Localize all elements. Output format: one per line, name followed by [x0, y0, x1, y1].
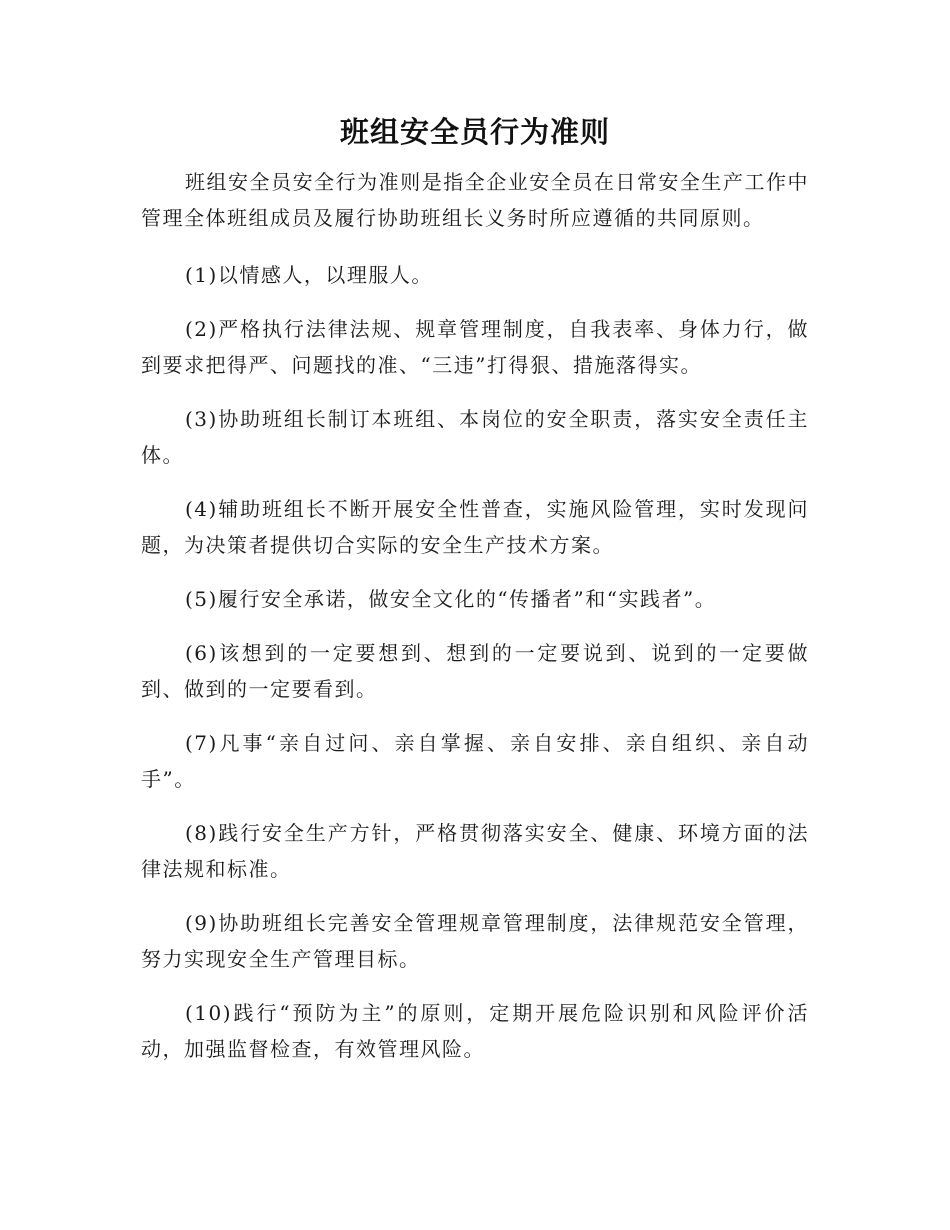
- rule-paragraph-3: (3)协助班组长制订本班组、本岗位的安全职责，落实安全责任主体。: [141, 407, 809, 467]
- rule-paragraph-7: (7)凡事“亲自过问、亲自掌握、亲自安排、亲自组织、亲自动手”。: [141, 731, 809, 791]
- rule-paragraph-9: (9)协助班组长完善安全管理规章管理制度，法律规范安全管理，努力实现安全生产管理目标。: [141, 911, 809, 971]
- rule-paragraph-5: (5)履行安全承诺，做安全文化的“传播者”和“实践者”。: [185, 587, 717, 611]
- document-title: 班组安全员行为准则: [339, 115, 610, 149]
- rule-paragraph-8: (8)践行安全生产方针，严格贯彻落实安全、健康、环境方面的法律法规和标准。: [141, 821, 809, 881]
- rule-paragraph-6: (6)该想到的一定要想到、想到的一定要说到、说到的一定要做到、做到的一定要看到。: [141, 641, 809, 701]
- rule-paragraph-10: (10)践行“预防为主”的原则，定期开展危险识别和风险评价活动，加强监督检查，有效管理风险。: [141, 1001, 809, 1061]
- rule-paragraph-2: (2)严格执行法律法规、规章管理制度，自我表率、身体力行，做到要求把得严、问题找的准、“三违”打得狠、措施落得实。: [141, 317, 809, 377]
- intro-paragraph: 班组安全员安全行为准则是指全企业安全员在日常安全生产工作中管理全体班组成员及履行协助班组长义务时所应遵循的共同原则。: [141, 170, 809, 230]
- document-body: [141, 164, 809, 1085]
- rule-paragraph-1: (1)以情感人，以理服人。: [185, 263, 433, 287]
- rule-paragraph-4: (4)辅助班组长不断开展安全性普查，实施风险管理，实时发现问题，为决策者提供切合实际的安全生产技术方案。: [141, 497, 809, 557]
